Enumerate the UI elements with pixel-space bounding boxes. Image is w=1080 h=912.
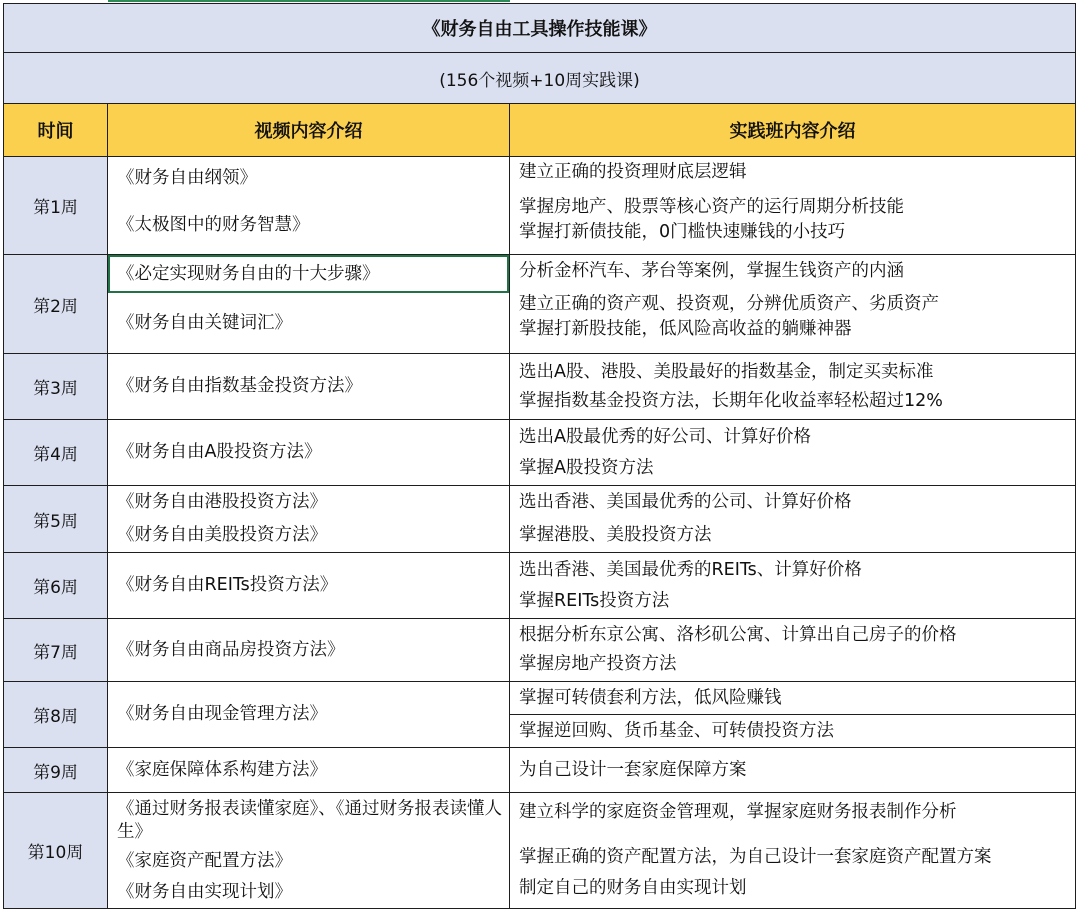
- table-row: [4, 619, 1076, 682]
- week-cell[interactable]: 第3周: [4, 354, 108, 420]
- practice-item: 掌握港股、美股投资方法: [519, 525, 712, 545]
- practice-item: 选出A股最优秀的好公司、计算好价格: [519, 426, 811, 447]
- week-cell[interactable]: 第5周: [4, 486, 108, 553]
- table-row: [4, 748, 1076, 793]
- table-row: [4, 354, 1076, 420]
- practice-cell[interactable]: [510, 553, 1076, 619]
- selected-cell[interactable]: [108, 255, 509, 293]
- video-item: 《财务自由商品房投资方法》: [117, 639, 345, 660]
- practice-item: 掌握打新债技能，0门槛快速赚钱的小技巧: [519, 222, 846, 242]
- week-cell[interactable]: 第1周: [4, 157, 108, 255]
- practice-cell[interactable]: [510, 157, 1076, 255]
- practice-item: 掌握房地产、股票等核心资产的运行周期分析技能: [519, 197, 904, 217]
- video-cell[interactable]: [108, 486, 510, 553]
- table-row: [4, 420, 1076, 486]
- table-row: [4, 486, 1076, 553]
- video-item: 《太极图中的财务智慧》: [117, 214, 310, 235]
- video-cell[interactable]: [108, 682, 510, 748]
- practice-item: 为自己设计一套家庭保障方案: [519, 759, 747, 780]
- video-cell[interactable]: [108, 619, 510, 682]
- video-item: 《家庭资产配置方法》: [117, 850, 292, 871]
- week-cell[interactable]: 第7周: [4, 619, 108, 682]
- table-row: [4, 682, 1076, 748]
- table-row: [4, 157, 1076, 255]
- practice-cell[interactable]: [510, 793, 1076, 909]
- practice-cell[interactable]: [510, 420, 1076, 486]
- practice-cell[interactable]: [510, 486, 1076, 553]
- practice-item: 掌握房地产投资方法: [519, 654, 677, 674]
- practice-item: 掌握打新股技能，低风险高收益的躺赚神器: [519, 318, 852, 339]
- header-time[interactable]: 时间: [4, 104, 108, 157]
- practice-item: 掌握REITs投资方法: [519, 590, 670, 611]
- week-cell[interactable]: 第6周: [4, 553, 108, 619]
- video-item: 《财务自由A股投资方法》: [117, 442, 322, 462]
- practice-item: 建立科学的家庭资金管理观，掌握家庭财务报表制作分析: [519, 802, 957, 822]
- practice-item: 根据分析东京公寓、洛杉矶公寓、计算出自己房子的价格: [519, 625, 957, 645]
- week-cell[interactable]: 第10周: [4, 793, 108, 909]
- week-cell[interactable]: 第4周: [4, 420, 108, 486]
- video-cell[interactable]: [108, 354, 510, 420]
- video-item: 《必定实现财务自由的十大步骤》: [117, 263, 380, 284]
- practice-item: 选出A股、港股、美股最好的指数基金，制定买卖标准: [519, 361, 934, 382]
- practice-cell[interactable]: [510, 682, 1076, 748]
- table-row: [4, 553, 1076, 619]
- video-item: 《财务自由现金管理方法》: [117, 704, 327, 724]
- practice-item: 掌握可转债套利方法，低风险赚钱: [519, 687, 782, 708]
- video-cell[interactable]: [108, 793, 510, 909]
- video-cell[interactable]: [108, 420, 510, 486]
- video-item: 《财务自由港股投资方法》: [117, 492, 327, 512]
- practice-item: 掌握逆回购、货币基金、可转债投资方法: [519, 720, 834, 741]
- video-cell[interactable]: [108, 255, 510, 354]
- practice-cell[interactable]: [510, 255, 1076, 354]
- video-cell[interactable]: [108, 748, 510, 793]
- table-row: [4, 793, 1076, 909]
- header-practice[interactable]: 实践班内容介绍: [510, 104, 1076, 157]
- video-item: 《财务自由REITs投资方法》: [117, 575, 338, 595]
- practice-item: 分析金杯汽车、茅台等案例，掌握生钱资产的内涵: [519, 260, 904, 281]
- practice-item: 建立正确的投资理财底层逻辑: [519, 162, 747, 182]
- video-cell[interactable]: [108, 157, 510, 255]
- title-cell[interactable]: 《财务自由工具操作技能课》: [4, 4, 1076, 53]
- video-item: 《家庭保障体系构建方法》: [117, 759, 327, 780]
- week-cell[interactable]: 第2周: [4, 255, 108, 354]
- video-item: 《通过财务报表读懂家庭》、《通过财务报表读懂人生》: [117, 798, 502, 842]
- subtitle-cell[interactable]: (156个视频+10周实践课): [4, 53, 1076, 104]
- video-item: 《财务自由纲领》: [117, 167, 257, 188]
- selection-top-indicator: [108, 0, 510, 2]
- practice-cell[interactable]: [510, 748, 1076, 793]
- practice-item: 建立正确的资产观、投资观，分辨优质资产、劣质资产: [519, 293, 939, 314]
- table-row: [4, 255, 1076, 354]
- practice-item: 制定自己的财务自由实现计划: [519, 878, 747, 898]
- practice-item: 选出香港、美国最优秀的REITs、计算好价格: [519, 559, 862, 580]
- video-cell[interactable]: [108, 553, 510, 619]
- practice-cell[interactable]: [510, 619, 1076, 682]
- video-item: 《财务自由实现计划》: [117, 881, 292, 902]
- week-cell[interactable]: 第8周: [4, 682, 108, 748]
- practice-cell[interactable]: [510, 354, 1076, 420]
- header-video[interactable]: 视频内容介绍: [108, 104, 510, 157]
- practice-item: 选出香港、美国最优秀的公司、计算好价格: [519, 492, 852, 512]
- video-item: 《财务自由美股投资方法》: [117, 525, 327, 545]
- practice-item: 掌握A股投资方法: [519, 457, 654, 478]
- practice-item: 掌握指数基金投资方法，长期年化收益率轻松超过12%: [519, 390, 943, 411]
- practice-item: 掌握正确的资产配置方法，为自己设计一套家庭资产配置方案: [519, 847, 992, 867]
- video-item: 《财务自由关键词汇》: [117, 312, 292, 333]
- course-table: [3, 3, 1076, 909]
- week-cell[interactable]: 第9周: [4, 748, 108, 793]
- video-item: 《财务自由指数基金投资方法》: [117, 376, 362, 396]
